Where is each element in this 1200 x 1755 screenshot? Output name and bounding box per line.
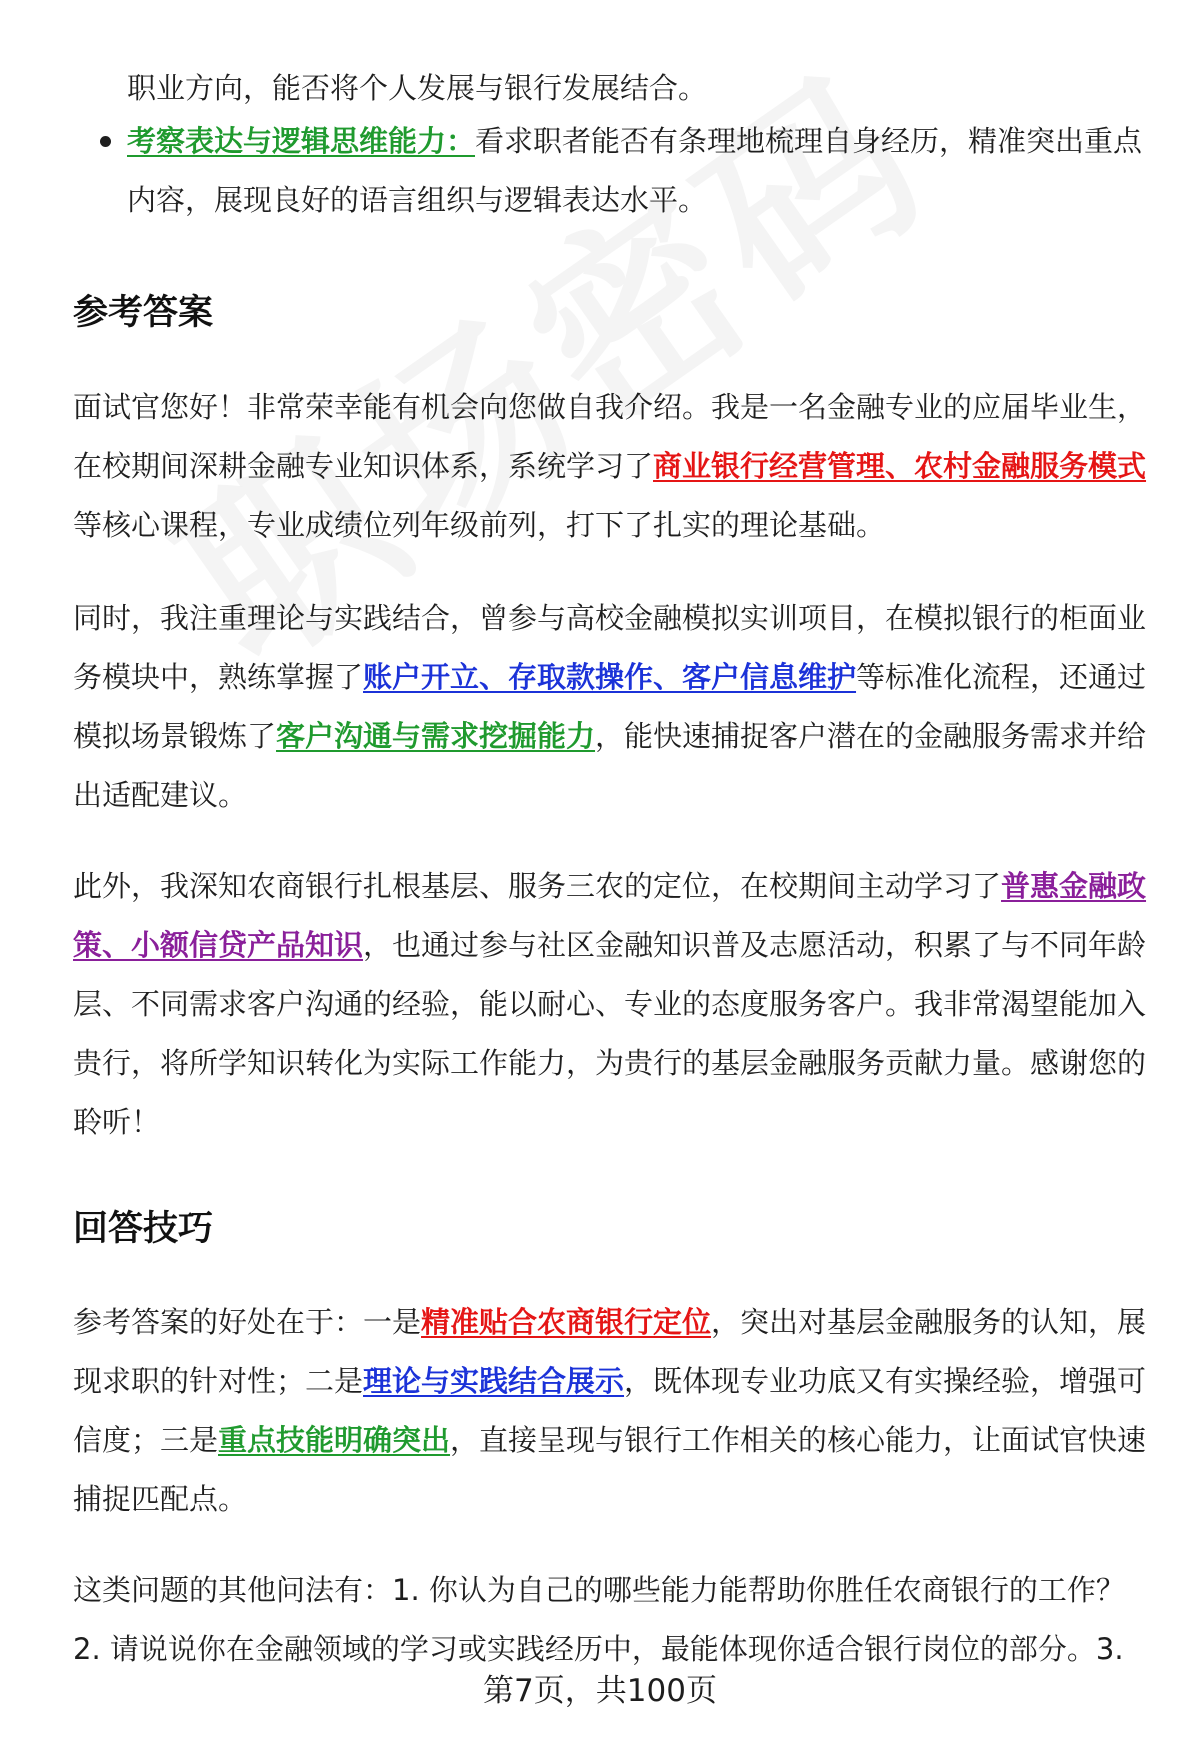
p2-highlight-2: 客户沟通与需求挖掘能力 <box>276 719 596 753</box>
p2-highlight-1: 账户开立、存取款操作、客户信息维护 <box>363 660 857 694</box>
intro-line: 职业方向，能否将个人发展与银行发展结合。 <box>127 71 708 105</box>
page-number: 第7页，共100页 <box>483 1673 717 1709</box>
p1-text-a: 面试官您好！非常荣幸能有机会向您做自我介绍。我是一名金融专业的应届毕业生，在校期间深耕金融专业知识体系，系统学习了 <box>73 390 1147 483</box>
p4-highlight-1: 精准贴合农商银行定位 <box>421 1305 712 1339</box>
bullet-text <box>127 112 1148 230</box>
p2-text-a: 同时，我注重理论与实践结合，曾参与高校金融模拟实训项目，在模拟银行的柜面业务模块中，熟练掌握了 <box>73 601 1147 694</box>
p4-highlight-3: 重点技能明确突出 <box>218 1423 451 1457</box>
p1-highlight: 商业银行经营管理、农村金融服务模式 <box>653 449 1147 483</box>
p3-text-b: ，也通过参与社区金融知识普及志愿活动，积累了与不同年龄层、不同需求客户沟通的经验，能以耐心、专业的态度服务客户。我非常渴望能加入贵行，将所学知识转化为实际工作能力，为贵行的基层金融服务贡献力量。感谢您的聆听！ <box>73 928 1147 1139</box>
heading-answer: 参考答案 <box>73 293 214 333</box>
tips-paragraph <box>73 1293 1148 1529</box>
p4-text-c: ，既体现专业功底又有实操经验，增强可信度；三是 <box>73 1364 1147 1457</box>
bullet-item <box>73 112 1148 230</box>
other-questions-paragraph: 这类问题的其他问法有：1. 你认为自己的哪些能力能帮助你胜任农商银行的工作？2. 请说说你在金融领域的学习或实践经历中，最能体现你适合银行岗位的部分。3. <box>73 1573 1125 1666</box>
heading-tips: 回答技巧 <box>73 1209 214 1249</box>
p3-highlight: 普惠金融政策、小额信贷产品知识 <box>73 869 1147 962</box>
p3-text-a: 此外，我深知农商银行扎根基层、服务三农的定位，在校期间主动学习了 <box>73 869 1002 903</box>
bullet-label: 考察表达与逻辑思维能力： <box>127 124 476 158</box>
answer-paragraph-2 <box>73 589 1148 825</box>
answer-paragraph-3 <box>73 857 1148 1152</box>
bullet-body: 看求职者能否有条理地梳理自身经历，精准突出重点内容，展现良好的语言组织与逻辑表达水平。 <box>127 124 1143 217</box>
p4-highlight-2: 理论与实践结合展示 <box>363 1364 625 1398</box>
answer-paragraph-1 <box>73 378 1148 555</box>
p1-text-b: 等核心课程，专业成绩位列年级前列，打下了扎实的理论基础。 <box>73 508 886 542</box>
p2-text-b: 等标准化流程，还通过模拟场景锻炼了 <box>73 660 1147 753</box>
p4-text-a: 参考答案的好处在于：一是 <box>73 1305 422 1339</box>
p2-text-c: ，能快速捕捉客户潜在的金融服务需求并给出适配建议。 <box>73 719 1147 812</box>
p4-text-b: ，突出对基层金融服务的认知，展现求职的针对性；二是 <box>73 1305 1147 1398</box>
bullet-dot-icon <box>100 136 111 147</box>
p4-text-d: ，直接呈现与银行工作相关的核心能力，让面试官快速捕捉匹配点。 <box>73 1423 1147 1516</box>
